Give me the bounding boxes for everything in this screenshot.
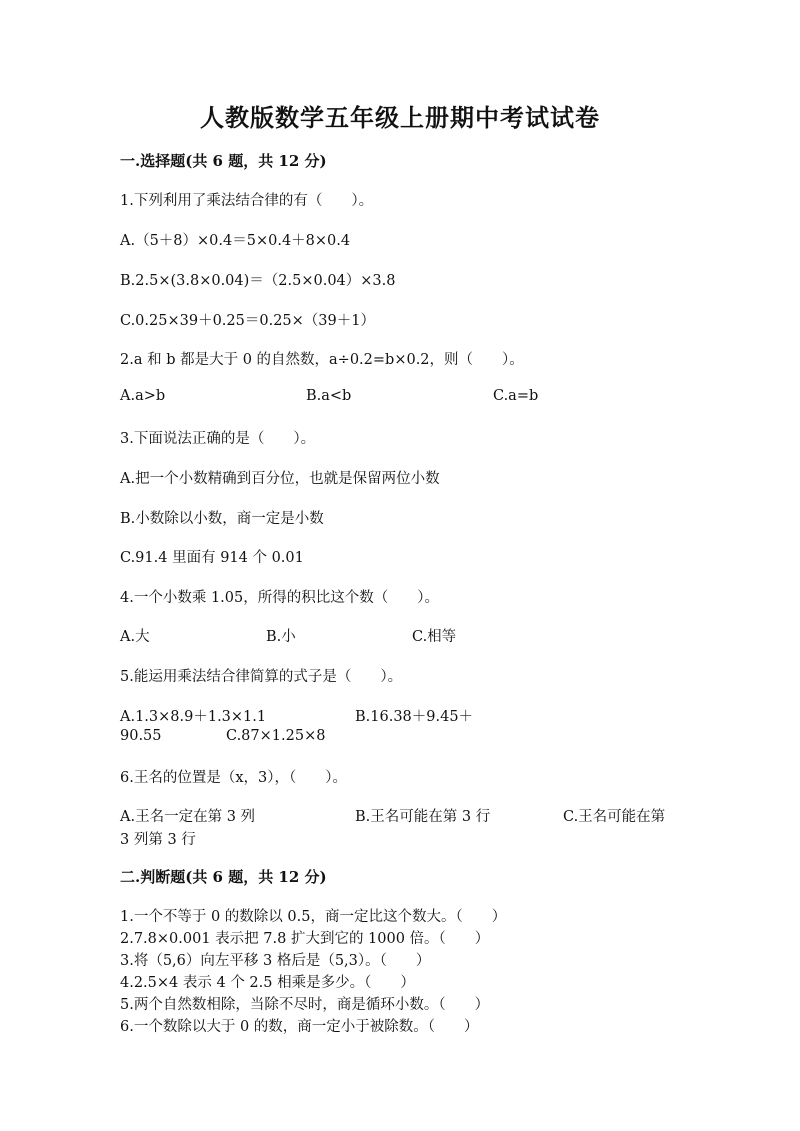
question-stem: 5.能运用乘法结合律简算的式子是（ ）。: [120, 669, 403, 685]
judgement-item: 1.一个不等于 0 的数除以 0.5，商一定比这个数大。（ ）: [120, 909, 507, 925]
judgement-item: 5.两个自然数相除，当除不尽时，商是循环小数。（ ）: [120, 997, 490, 1013]
option: B.16.38＋9.45＋: [355, 709, 474, 725]
option: C.a=b: [493, 388, 539, 404]
question-stem: 6.王名的位置是（x，3），（ ）。: [120, 770, 347, 786]
option: B.a<b: [306, 388, 352, 404]
section-heading-choice: 一.选择题(共 6 题，共 12 分): [120, 152, 327, 170]
option: A.王名一定在第 3 列: [120, 809, 256, 825]
option: C.0.25×39＋0.25＝0.25×（39＋1）: [120, 313, 375, 329]
option: C.王名可能在第: [563, 809, 666, 825]
question-stem: 4.一个小数乘 1.05，所得的积比这个数（ ）。: [120, 590, 439, 606]
option: C.相等: [412, 629, 457, 645]
option-continued: 90.55: [120, 728, 162, 744]
option: A.把一个小数精确到百分位，也就是保留两位小数: [120, 471, 440, 487]
option: C.87×1.25×8: [226, 728, 326, 744]
question-stem: 1.下列利用了乘法结合律的有（ ）。: [120, 193, 374, 209]
option: B.王名可能在第 3 行: [355, 809, 491, 825]
judgement-item: 3.将（5,6）向左平移 3 格后是（5,3）。（ ）: [120, 953, 431, 969]
option: C.91.4 里面有 914 个 0.01: [120, 550, 304, 566]
judgement-item: 6.一个数除以大于 0 的数，商一定小于被除数。（ ）: [120, 1019, 479, 1035]
option: A.（5＋8）×0.4＝5×0.4＋8×0.4: [120, 233, 351, 249]
option: A.大: [120, 629, 150, 645]
page-title: 人教版数学五年级上册期中考试试卷: [200, 103, 600, 132]
option: A.a>b: [120, 388, 166, 404]
section-heading-judgement: 二.判断题(共 6 题，共 12 分): [120, 868, 327, 886]
option: B.小数除以小数，商一定是小数: [120, 511, 324, 527]
judgement-item: 2.7.8×0.001 表示把 7.8 扩大到它的 1000 倍。（ ）: [120, 931, 490, 947]
option: B.2.5×(3.8×0.04)＝（2.5×0.04）×3.8: [120, 273, 396, 289]
question-stem: 2.a 和 b 都是大于 0 的自然数，a÷0.2=b×0.2，则（ ）。: [120, 352, 524, 368]
judgement-item: 4.2.5×4 表示 4 个 2.5 相乘是多少。（ ）: [120, 975, 415, 991]
question-stem: 3.下面说法正确的是（ ）。: [120, 431, 316, 447]
option-continued: 3 列第 3 行: [120, 832, 196, 848]
option: A.1.3×8.9＋1.3×1.1: [120, 709, 267, 725]
option: B.小: [266, 629, 296, 645]
